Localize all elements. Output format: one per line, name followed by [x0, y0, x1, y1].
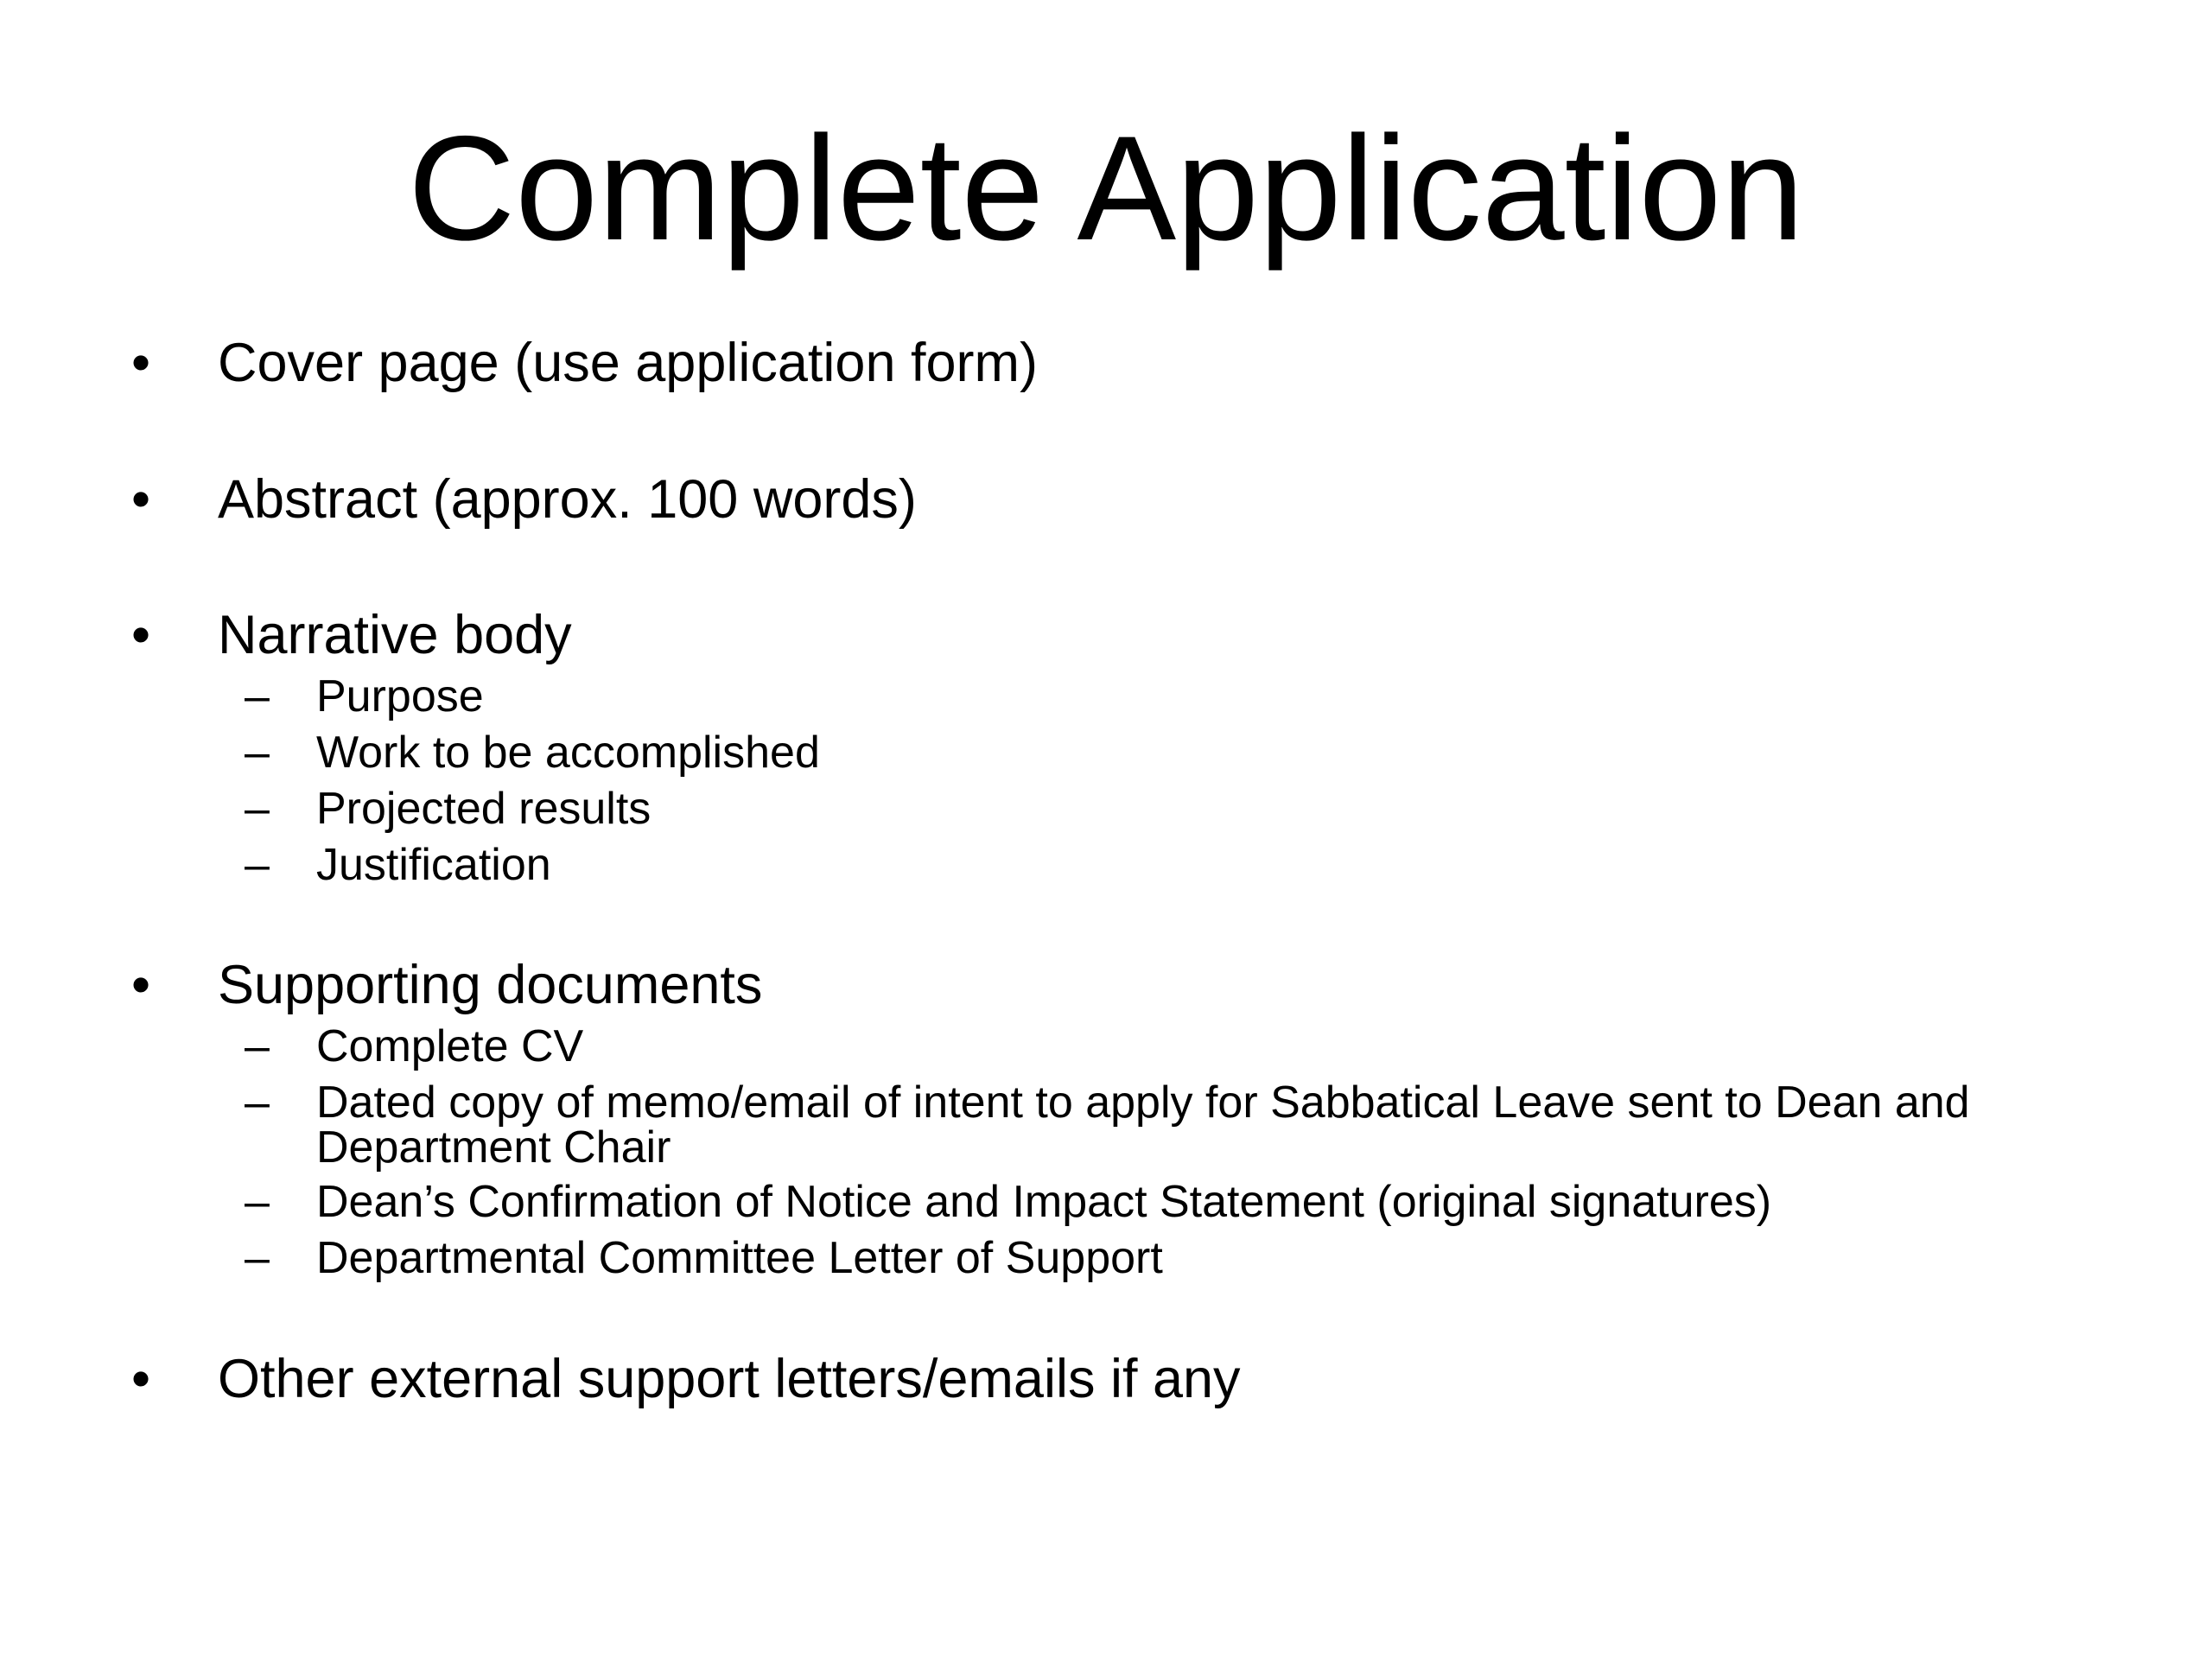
sub-item-text: Complete CV [316, 1021, 584, 1071]
dash-icon: – [245, 1077, 270, 1128]
dash-icon: – [245, 1021, 270, 1071]
dash-icon: – [245, 671, 270, 721]
bullet-text: Narrative body [218, 605, 572, 665]
dash-icon: – [245, 840, 270, 890]
bullet-icon: • [131, 605, 151, 665]
bullet-icon: • [131, 955, 151, 1015]
bullet-text: Supporting documents [218, 955, 763, 1015]
sub-item-text: Justification [316, 840, 551, 890]
sub-item-text: Dated copy of memo/email of intent to apply for Sabbatical Leave sent to Dean and Department Chair [316, 1077, 1970, 1173]
sub-item-text: Work to be accomplished [316, 728, 820, 778]
dash-icon: – [245, 784, 270, 834]
bullet-icon: • [131, 1349, 151, 1409]
bullet-text: Abstract (approx. 100 words) [218, 469, 917, 530]
dash-icon: – [245, 1177, 270, 1227]
bullet-text: Other external support letters/emails if any [218, 1349, 1241, 1409]
bullet-icon: • [131, 469, 151, 530]
sub-item-text: Projected results [316, 784, 652, 834]
bullet-text: Cover page (use application form) [218, 333, 1038, 393]
dash-icon: – [245, 1233, 270, 1283]
sub-item-text: Purpose [316, 671, 484, 721]
dash-icon: – [245, 728, 270, 778]
sub-item-text: Dean’s Confirmation of Notice and Impact Statement (original signatures) [316, 1177, 1772, 1227]
slide-title: Complete Application [408, 105, 1804, 271]
bullet-icon: • [131, 333, 151, 393]
sub-item-text: Departmental Committee Letter of Support [316, 1233, 1163, 1283]
